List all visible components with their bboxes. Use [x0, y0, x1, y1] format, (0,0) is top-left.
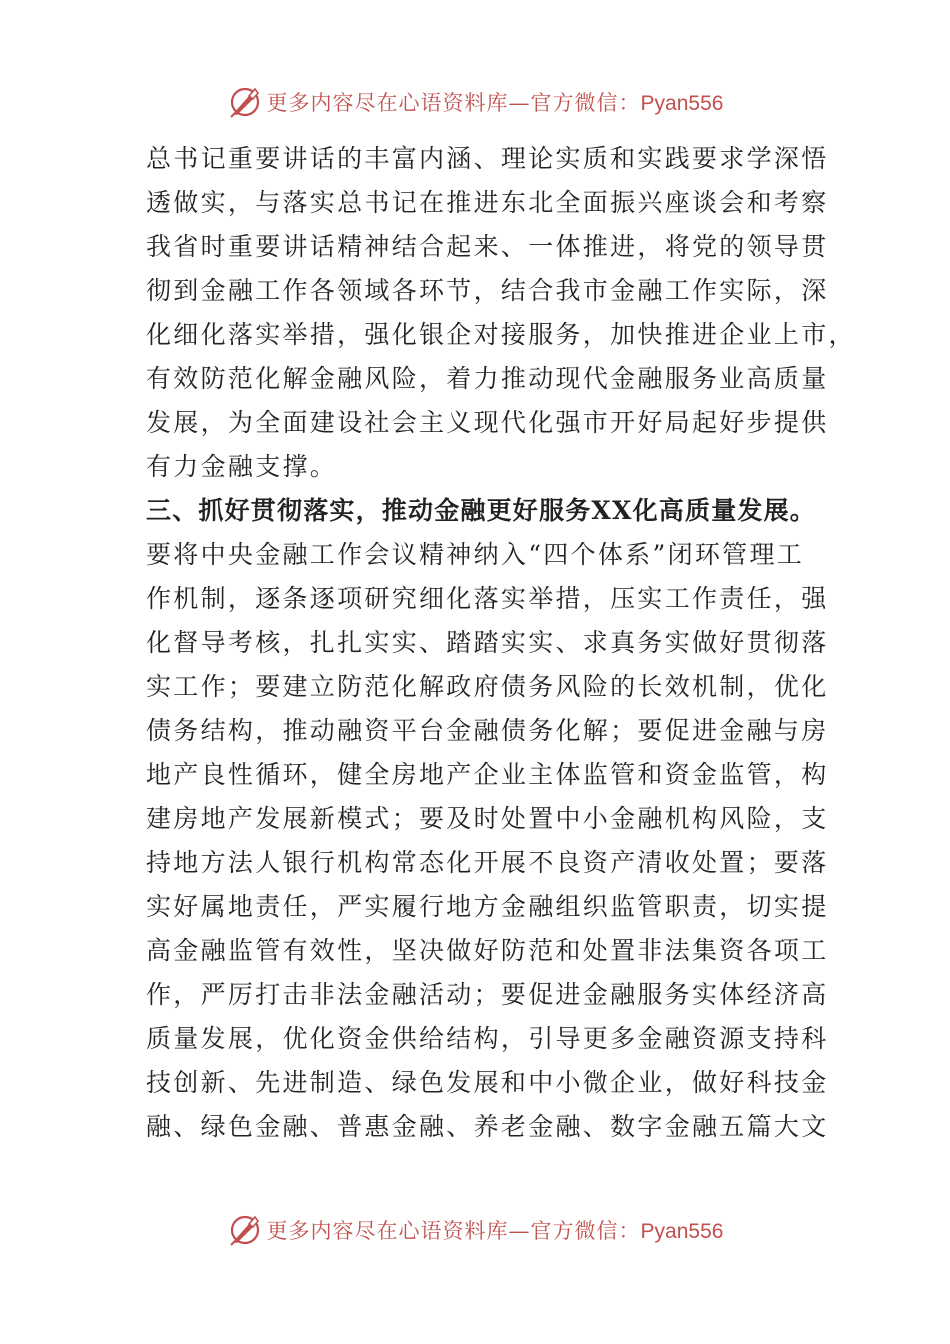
section-heading: 三、抓好贯彻落实，推动金融更好服务XX化高质量发展。 — [146, 496, 816, 525]
paragraph-line: 持地方法人银行机构常态化开展不良资产清收处置；要落 — [146, 848, 829, 877]
paragraph-line: 债务结构，推动融资平台金融债务化解；要促进金融与房 — [146, 716, 829, 745]
paragraph-line: 作，严厉打击非法金融活动；要促进金融服务实体经济高 — [146, 980, 829, 1009]
paragraph-line: 建房地产发展新模式；要及时处置中小金融机构风险，支 — [146, 804, 829, 833]
paragraph-line: 实好属地责任，严实履行地方金融组织监管职责，切实提 — [146, 892, 829, 921]
paragraph-line: 地产良性循环，健全房地产企业主体监管和资金监管，构 — [146, 760, 829, 789]
paragraph-line: 化细化落实举措，强化银企对接服务，加快推进企业上市， — [146, 320, 856, 349]
paragraph-line: 有效防范化解金融风险，着力推动现代金融服务业高质量 — [146, 364, 829, 393]
pen-logo-icon — [227, 1212, 263, 1248]
paragraph-line: 质量发展，优化资金供给结构，引导更多金融资源支持科 — [146, 1024, 829, 1053]
paragraph-line: 化督导考核，扎扎实实、踏踏实实、求真务实做好贯彻落 — [146, 628, 829, 657]
watermark-text: 更多内容尽在心语资料库—官方微信：Pyan556 — [266, 91, 724, 115]
paragraph-line: 融、绿色金融、普惠金融、养老金融、数字金融五篇大文 — [146, 1112, 829, 1141]
paragraph-line: 作机制，逐条逐项研究细化落实举措，压实工作责任，强 — [146, 584, 829, 613]
pen-logo-icon — [227, 84, 263, 120]
paragraph-line: 彻到金融工作各领域各环节，结合我市金融工作实际，深 — [146, 276, 829, 305]
header-watermark-banner — [0, 82, 950, 122]
watermark-text: 更多内容尽在心语资料库—官方微信：Pyan556 — [266, 1219, 724, 1243]
paragraph-line: 要将中央金融工作会议精神纳入“四个体系”闭环管理工 — [146, 540, 805, 569]
paragraph-line: 有力金融支撑。 — [146, 452, 338, 481]
paragraph-line: 发展，为全面建设社会主义现代化强市开好局起好步提供 — [146, 408, 829, 437]
paragraph-line: 技创新、先进制造、绿色发展和中小微企业，做好科技金 — [146, 1068, 829, 1097]
document-body — [146, 137, 856, 1149]
paragraph-line: 我省时重要讲话精神结合起来、一体推进，将党的领导贯 — [146, 232, 829, 261]
footer-watermark-banner — [0, 1210, 950, 1250]
paragraph-line: 总书记重要讲话的丰富内涵、理论实质和实践要求学深悟 — [146, 144, 829, 173]
paragraph-line: 透做实，与落实总书记在推进东北全面振兴座谈会和考察 — [146, 188, 829, 217]
paragraph-line: 高金融监管有效性，坚决做好防范和处置非法集资各项工 — [146, 936, 829, 965]
paragraph-line: 实工作；要建立防范化解政府债务风险的长效机制，优化 — [146, 672, 829, 701]
